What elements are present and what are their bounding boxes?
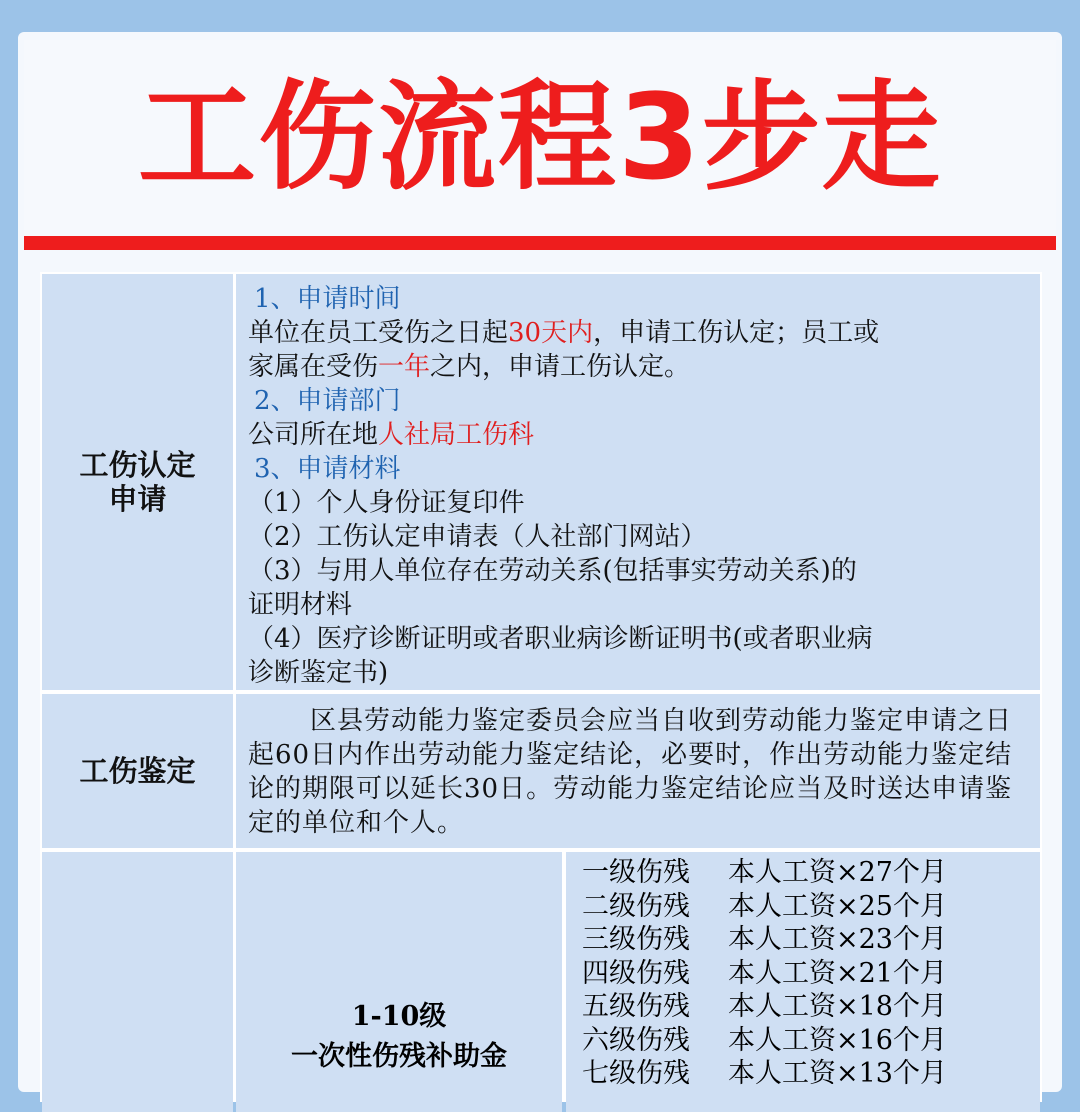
highlight-department: 人社局工伤科 [378,420,535,450]
material-item-continued: 诊断鉴定书) [248,658,389,688]
process-table [40,272,1042,1102]
text: 家属在受伤 [248,352,379,382]
compensation-levels [566,852,1040,1112]
compensation-amount: 本人工资×23个月 [728,924,947,955]
compensation-title: 一次性伤残补助金 [291,1041,507,1072]
disability-level: 四级伤残 [582,957,690,989]
red-divider [24,236,1056,250]
compensation-range: 1-10级 [351,1001,447,1032]
section-heading-department: 2、申请部门 [254,386,401,416]
disability-level: 二级伤残 [582,890,690,922]
material-item: （3）与用人单位存在劳动关系(包括事实劳动关系)的 [248,556,857,586]
material-item-continued: 证明材料 [248,590,353,620]
material-item: （1）个人身份证复印件 [248,488,525,518]
label-line: 申请 [108,482,167,516]
material-item: （2）工伤认定申请表（人社部门网站） [248,522,707,552]
text: 单位在员工受伤之日起 [248,318,509,348]
row-label-compensation-left [42,852,233,1112]
compensation-amount: 本人工资×13个月 [728,1058,947,1089]
disability-level-row [582,990,1040,1024]
section-heading-materials: 3、申请材料 [254,454,401,484]
text: ，申请工伤认定；员工或 [593,318,880,348]
disability-level: 七级伤残 [582,1058,690,1089]
compensation-amount: 本人工资×16个月 [728,1024,947,1056]
text: 公司所在地 [248,420,379,450]
disability-level-row [582,923,1040,957]
disability-level-row [582,957,1040,991]
disability-level: 三级伤残 [582,924,690,955]
disability-level: 五级伤残 [582,991,690,1022]
row-content-appraisal [236,694,1040,848]
label-line: 工伤认定 [79,448,196,482]
material-item: （4）医疗诊断证明或者职业病诊断证明书(或者职业病 [248,624,873,654]
poster-title: 工伤流程3步走 [137,68,943,206]
row-label-application [42,274,233,690]
label-text: 工伤鉴定 [79,754,196,788]
disability-level-row [582,890,1040,924]
row-content-application [236,274,1040,690]
appraisal-paragraph: 区县劳动能力鉴定委员会应当自收到劳动能力鉴定申请之日起60日内作出劳动能力鉴定结论，必要时，作出劳动能力鉴定结论的期限可以延长30日。劳动能力鉴定结论应当及时送达申请鉴定的单位和个人。 [248,706,1013,838]
compensation-amount: 本人工资×18个月 [728,991,947,1022]
compensation-amount: 本人工资×25个月 [728,890,947,922]
section-heading-time: 1、申请时间 [254,284,401,314]
compensation-amount: 本人工资×27个月 [728,857,947,888]
disability-level-row [582,1024,1040,1058]
paragraph-time [248,316,1028,384]
text: 之内，申请工伤认定。 [430,352,691,382]
compensation-amount: 本人工资×21个月 [728,957,947,989]
paragraph-department [248,418,1028,452]
disability-level-row [582,856,1040,890]
disability-level: 一级伤残 [582,857,690,888]
highlight-one-year: 一年 [378,352,431,382]
highlight-30-days: 30天内 [508,318,594,348]
row-label-compensation [236,852,562,1112]
row-label-appraisal [42,694,233,848]
disability-level-row [582,1057,1040,1091]
disability-level: 六级伤残 [582,1024,690,1056]
